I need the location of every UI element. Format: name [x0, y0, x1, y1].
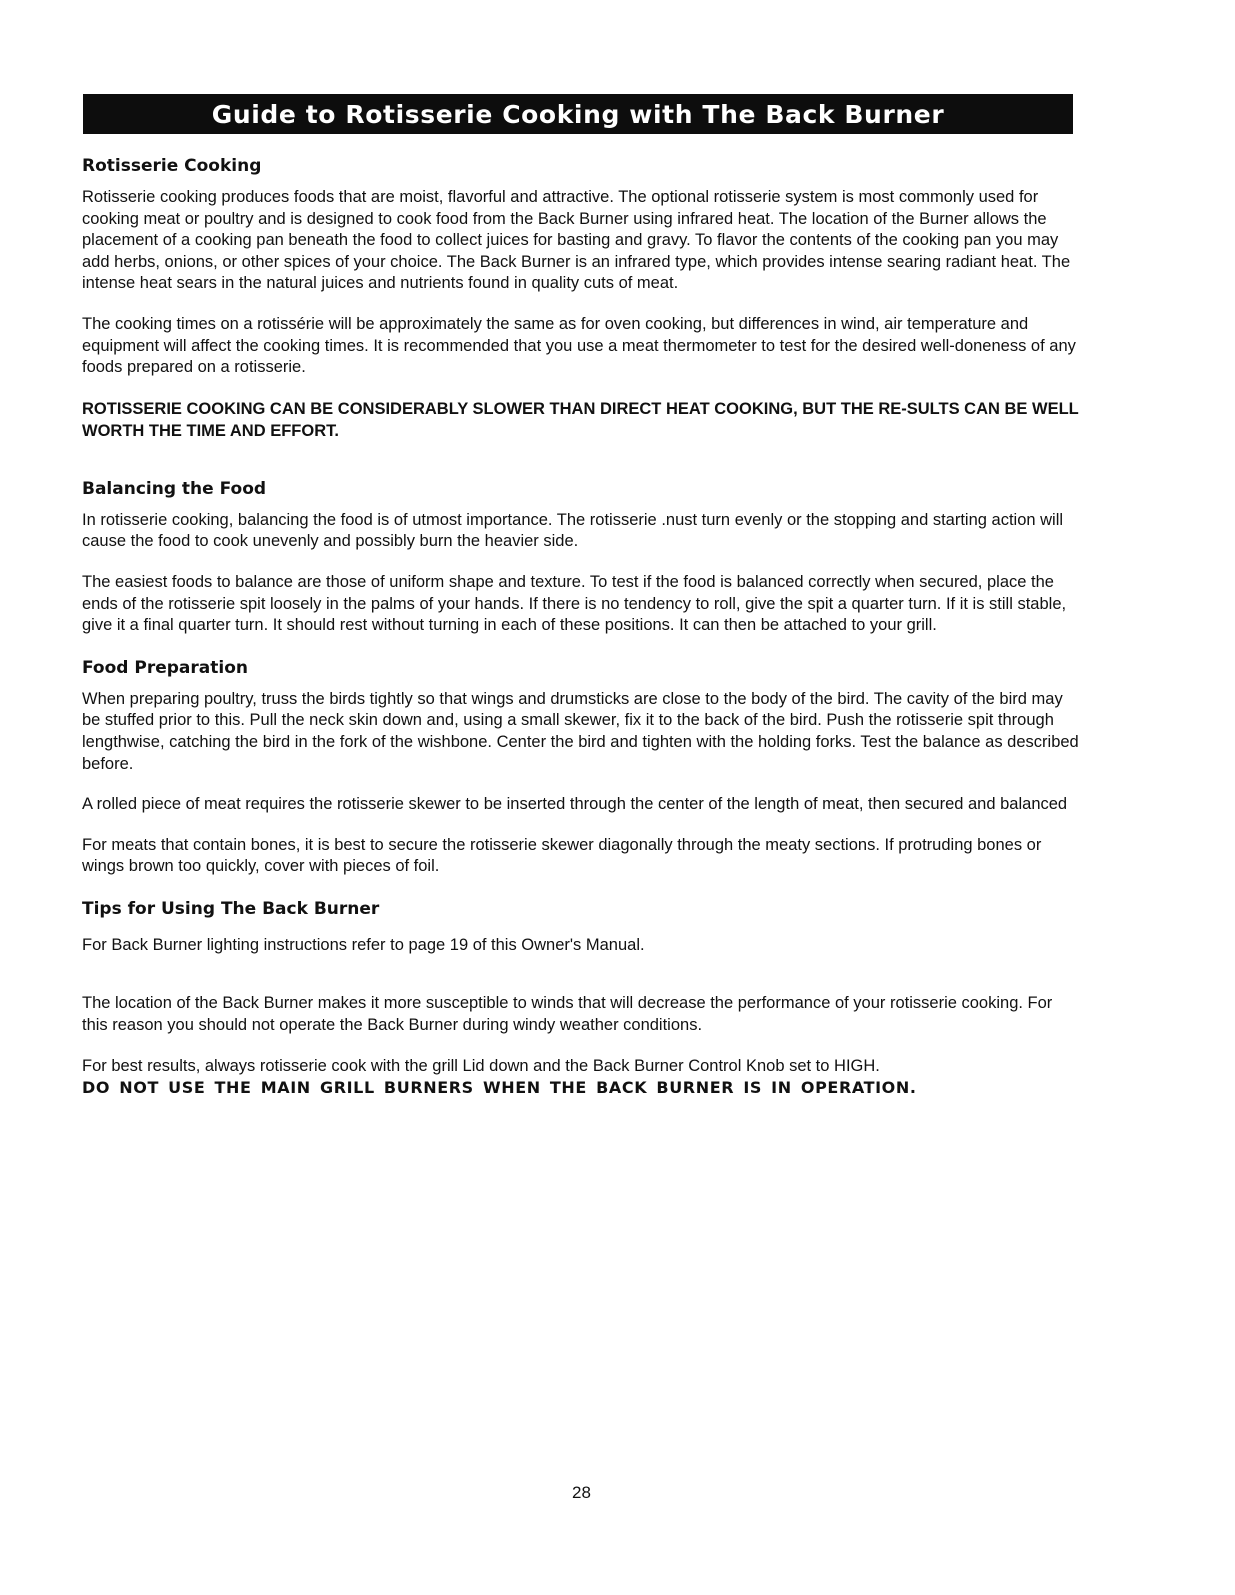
document-body: [82, 154, 1082, 1099]
title-banner: [83, 94, 1073, 134]
paragraph-rolled-meat: A rolled piece of meat requires the rotisserie skewer to be inserted through the center of the length of meat, then secured and balanced: [82, 795, 1068, 814]
warning-slower-cooking: ROTISSERIE COOKING CAN BE CONSIDERABLY SLOWER THAN DIRECT HEAT COOKING, BUT THE RE-SULTS CAN BE WELL WORTH THE TIME AND EFFORT.: [82, 399, 1079, 440]
warning-main-burners: DO NOT USE THE MAIN GRILL BURNERS WHEN THE BACK BURNER IS IN OPERATION.: [82, 1078, 917, 1098]
paragraph-poultry-preparation: When preparing poultry, truss the birds tightly so that wings and drumsticks are close to the body of the bird. The cavity of the bird may be stuffed prior to this. Pull the neck skin down and, using a small skewer, fix it to the back of the bird. Push the rotisserie spit through lengthwise, catching the bird in the fork of the wishbone. Center the bird and tighten with the holding forks. Test the balance as described before.: [82, 689, 1079, 773]
page-number: 28: [572, 1483, 591, 1502]
section-heading-rotisserie-cooking: Rotisserie Cooking: [82, 156, 262, 176]
paragraph-wind-susceptibility: The location of the Back Burner makes it more susceptible to winds that will decrease the performance of your rotisserie cooking. For this reason you should not operate the Back Burner during windy weather conditions.: [82, 994, 1053, 1035]
section-heading-tips: Tips for Using The Back Burner: [82, 898, 380, 919]
paragraph-cooking-times: The cooking times on a rotissérie will be approximately the same as for oven cooking, but differences in wind, air temperature and equipment will affect the cooking times. It is recommended that you use a meat thermometer to test for the desired well-doneness of any foods prepared on a rotisserie.: [82, 314, 1076, 377]
section-heading-food-preparation: Food Preparation: [82, 657, 248, 678]
paragraph-meats-with-bones: For meats that contain bones, it is best to secure the rotisserie skewer diagonally through the meaty sections. If protruding bones or wings brown too quickly, cover with pieces of foil.: [82, 835, 1042, 876]
paragraph-balancing-importance: In rotisserie cooking, balancing the food is of utmost importance. The rotisserie .nust turn evenly or the stopping and starting action will cause the food to cook unevenly and possibly burn the heavier side.: [82, 510, 1064, 551]
section-heading-balancing: Balancing the Food: [82, 478, 267, 499]
paragraph-rotisserie-intro: Rotisserie cooking produces foods that are moist, flavorful and attractive. The optional rotisserie system is most commonly used for cooking meat or poultry and is designed to cook food from the Back Burner using infrared heat. The location of the Burner allows the placement of a cooking pan beneath the food to collect juices for basting and gravy. To flavor the contents of the cooking pan you may add herbs, onions, or other spices of your choice. The Back Burner is an infrared type, which provides intense searing radiant heat. The intense heat sears in the natural juices and nutrients found in quality cuts of meat.: [82, 188, 1071, 293]
page-title: Guide to Rotisserie Cooking with The Back Burner: [211, 99, 945, 129]
paragraph-balancing-test: The easiest foods to balance are those of uniform shape and texture. To test if the food is balanced correctly when secured, place the ends of the rotisserie spit loosely in the palms of your hands. If there is no tendency to roll, give the spit a quarter turn. If it is still stable, give it a final quarter turn. It should rest without turning in each of these positions. It can then be attached to your grill.: [82, 572, 1067, 635]
paragraph-lighting-instructions: For Back Burner lighting instructions refer to page 19 of this Owner's Manual.: [82, 935, 645, 954]
paragraph-best-results: For best results, always rotisserie cook with the grill Lid down and the Back Burner Control Knob set to HIGH.: [82, 1056, 880, 1075]
